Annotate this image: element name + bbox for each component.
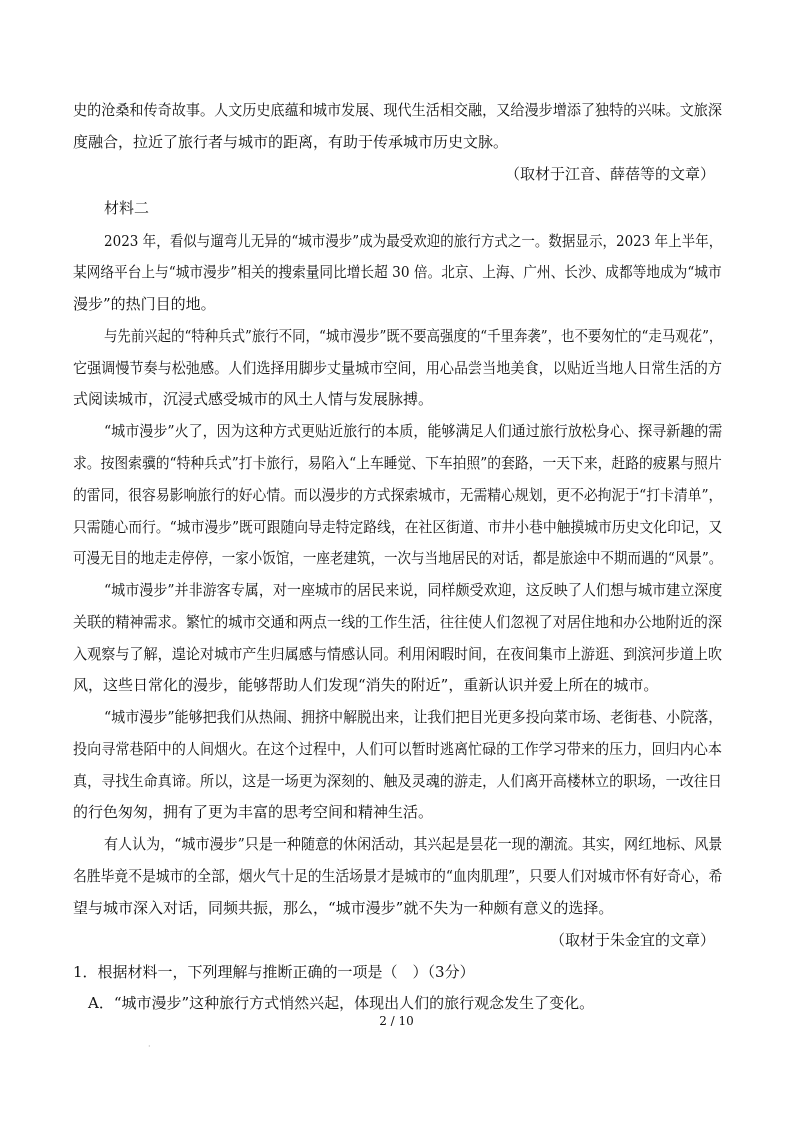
text-line: 的雷同，很容易影响旅行的好心情。而以漫步的方式探索城市，无需精心规划，更不必拘泥于“打卡清单”， [73, 486, 723, 504]
text-line: 关联的精神需求。繁忙的城市交通和两点一线的工作生活，往往使人们忽视了对居住地和办公地附近的深 [73, 613, 723, 631]
text-line: 有人认为，“城市漫步”只是一种随意的休闲活动，其兴起是昙花一现的潮流。其实，网红地标、风景 [104, 835, 723, 853]
text-line: 可漫无目的地走走停停，一家小饭馆，一座老建筑，一次与当地居民的对话，都是旅途中不期而遇的“风景”。 [73, 549, 723, 567]
text-line: 度融合，拉近了旅行者与城市的距离，有助于传承城市历史文脉。 [73, 133, 509, 151]
text-line: 求。按图索骥的“特种兵式”打卡旅行，易陷入“上车睡觉、下车拍照”的套路，一天下来，赶路的疲累与照片 [73, 454, 722, 472]
section-heading: 材料二 [104, 199, 150, 217]
question-stem: 1．根据材料一，下列理解与推断正确的一项是（ ）（3分） [73, 963, 475, 981]
source-note: （取材于朱金宜的文章） [549, 931, 715, 949]
text-line: 式阅读城市，沉浸式感受城市的风土人情与发展脉搏。 [73, 390, 434, 408]
page-number: 2 / 10 [379, 1014, 414, 1028]
text-line: 只需随心而行。“城市漫步”既可跟随向导走特定路线，在社区街道、市井小巷中触摸城市历史文化印记，又 [73, 518, 723, 536]
text-line: 它强调慢节奏与松弛感。人们选择用脚步丈量城市空间，用心品尝当地美食，以贴近当地人日常生活的方 [73, 359, 723, 377]
text-line: 投向寻常巷陌中的人间烟火。在这个过程中，人们可以暂时逃离忙碌的工作学习带来的压力，回归内心本 [73, 740, 723, 758]
text-line: “城市漫步”并非游客专属，对一座城市的居民来说，同样颇受欢迎，这反映了人们想与城市建立深度 [104, 581, 723, 599]
text-line: 入观察与了解，遑论对城市产生归属感与情感认同。利用闲暇时间，在夜间集市上游逛、到滨河步道上吹 [73, 645, 723, 663]
text-line: 风，这些日常化的漫步，能够帮助人们发现“消失的附近”，重新认识并爱上所在的城市。 [73, 676, 659, 694]
text-line: “城市漫步”火了，因为这种方式更贴近旅行的本质，能够满足人们通过旅行放松身心、探寻新趣的需 [104, 422, 723, 440]
text-line: 2023 年，看似与遛弯儿无异的“城市漫步”成为最受欢迎的旅行方式之一。数据显示，2023 年上半年， [104, 232, 723, 250]
text-line: 名胜毕竟不是城市的全部，烟火气十足的生活场景才是城市的“血肉肌理”，只要人们对城市怀有好奇心，希 [73, 867, 723, 885]
option-a: A．“城市漫步”这种旅行方式悄然兴起，体现出人们的旅行观念发生了变化。 [88, 994, 595, 1012]
text-line: 漫步”的热门目的地。 [73, 295, 216, 313]
text-line: 某网络平台上与“城市漫步”相关的搜索量同比增长超 30 倍。北京、上海、广州、长沙、成都等地成为“城市 [73, 263, 722, 281]
text-line: 真，寻找生命真谛。所以，这是一场更为深刻的、触及灵魂的游走，人们离开高楼林立的职场，一改往日 [73, 772, 723, 790]
text-line: 史的沧桑和传奇故事。人文历史底蕴和城市发展、现代生活相交融，又给漫步增添了独特的兴味。文旅深 [73, 101, 723, 119]
scan-speck: · [148, 1042, 151, 1051]
source-note: （取材于江音、薛蓓等的文章） [504, 165, 715, 183]
text-line: 与先前兴起的“特种兵式”旅行不同，“城市漫步”既不要高强度的“千里奔袭”，也不要匆忙的“走马观花”， [104, 327, 723, 345]
text-line: 望与城市深入对话，同频共振，那么，“城市漫步”就不失为一种颇有意义的选择。 [73, 899, 614, 917]
text-line: 的行色匆匆，拥有了更为丰富的思考空间和精神生活。 [73, 803, 434, 821]
text-line: “城市漫步”能够把我们从热闹、拥挤中解脱出来，让我们把目光更多投向菜市场、老街巷、小院落， [104, 708, 723, 726]
